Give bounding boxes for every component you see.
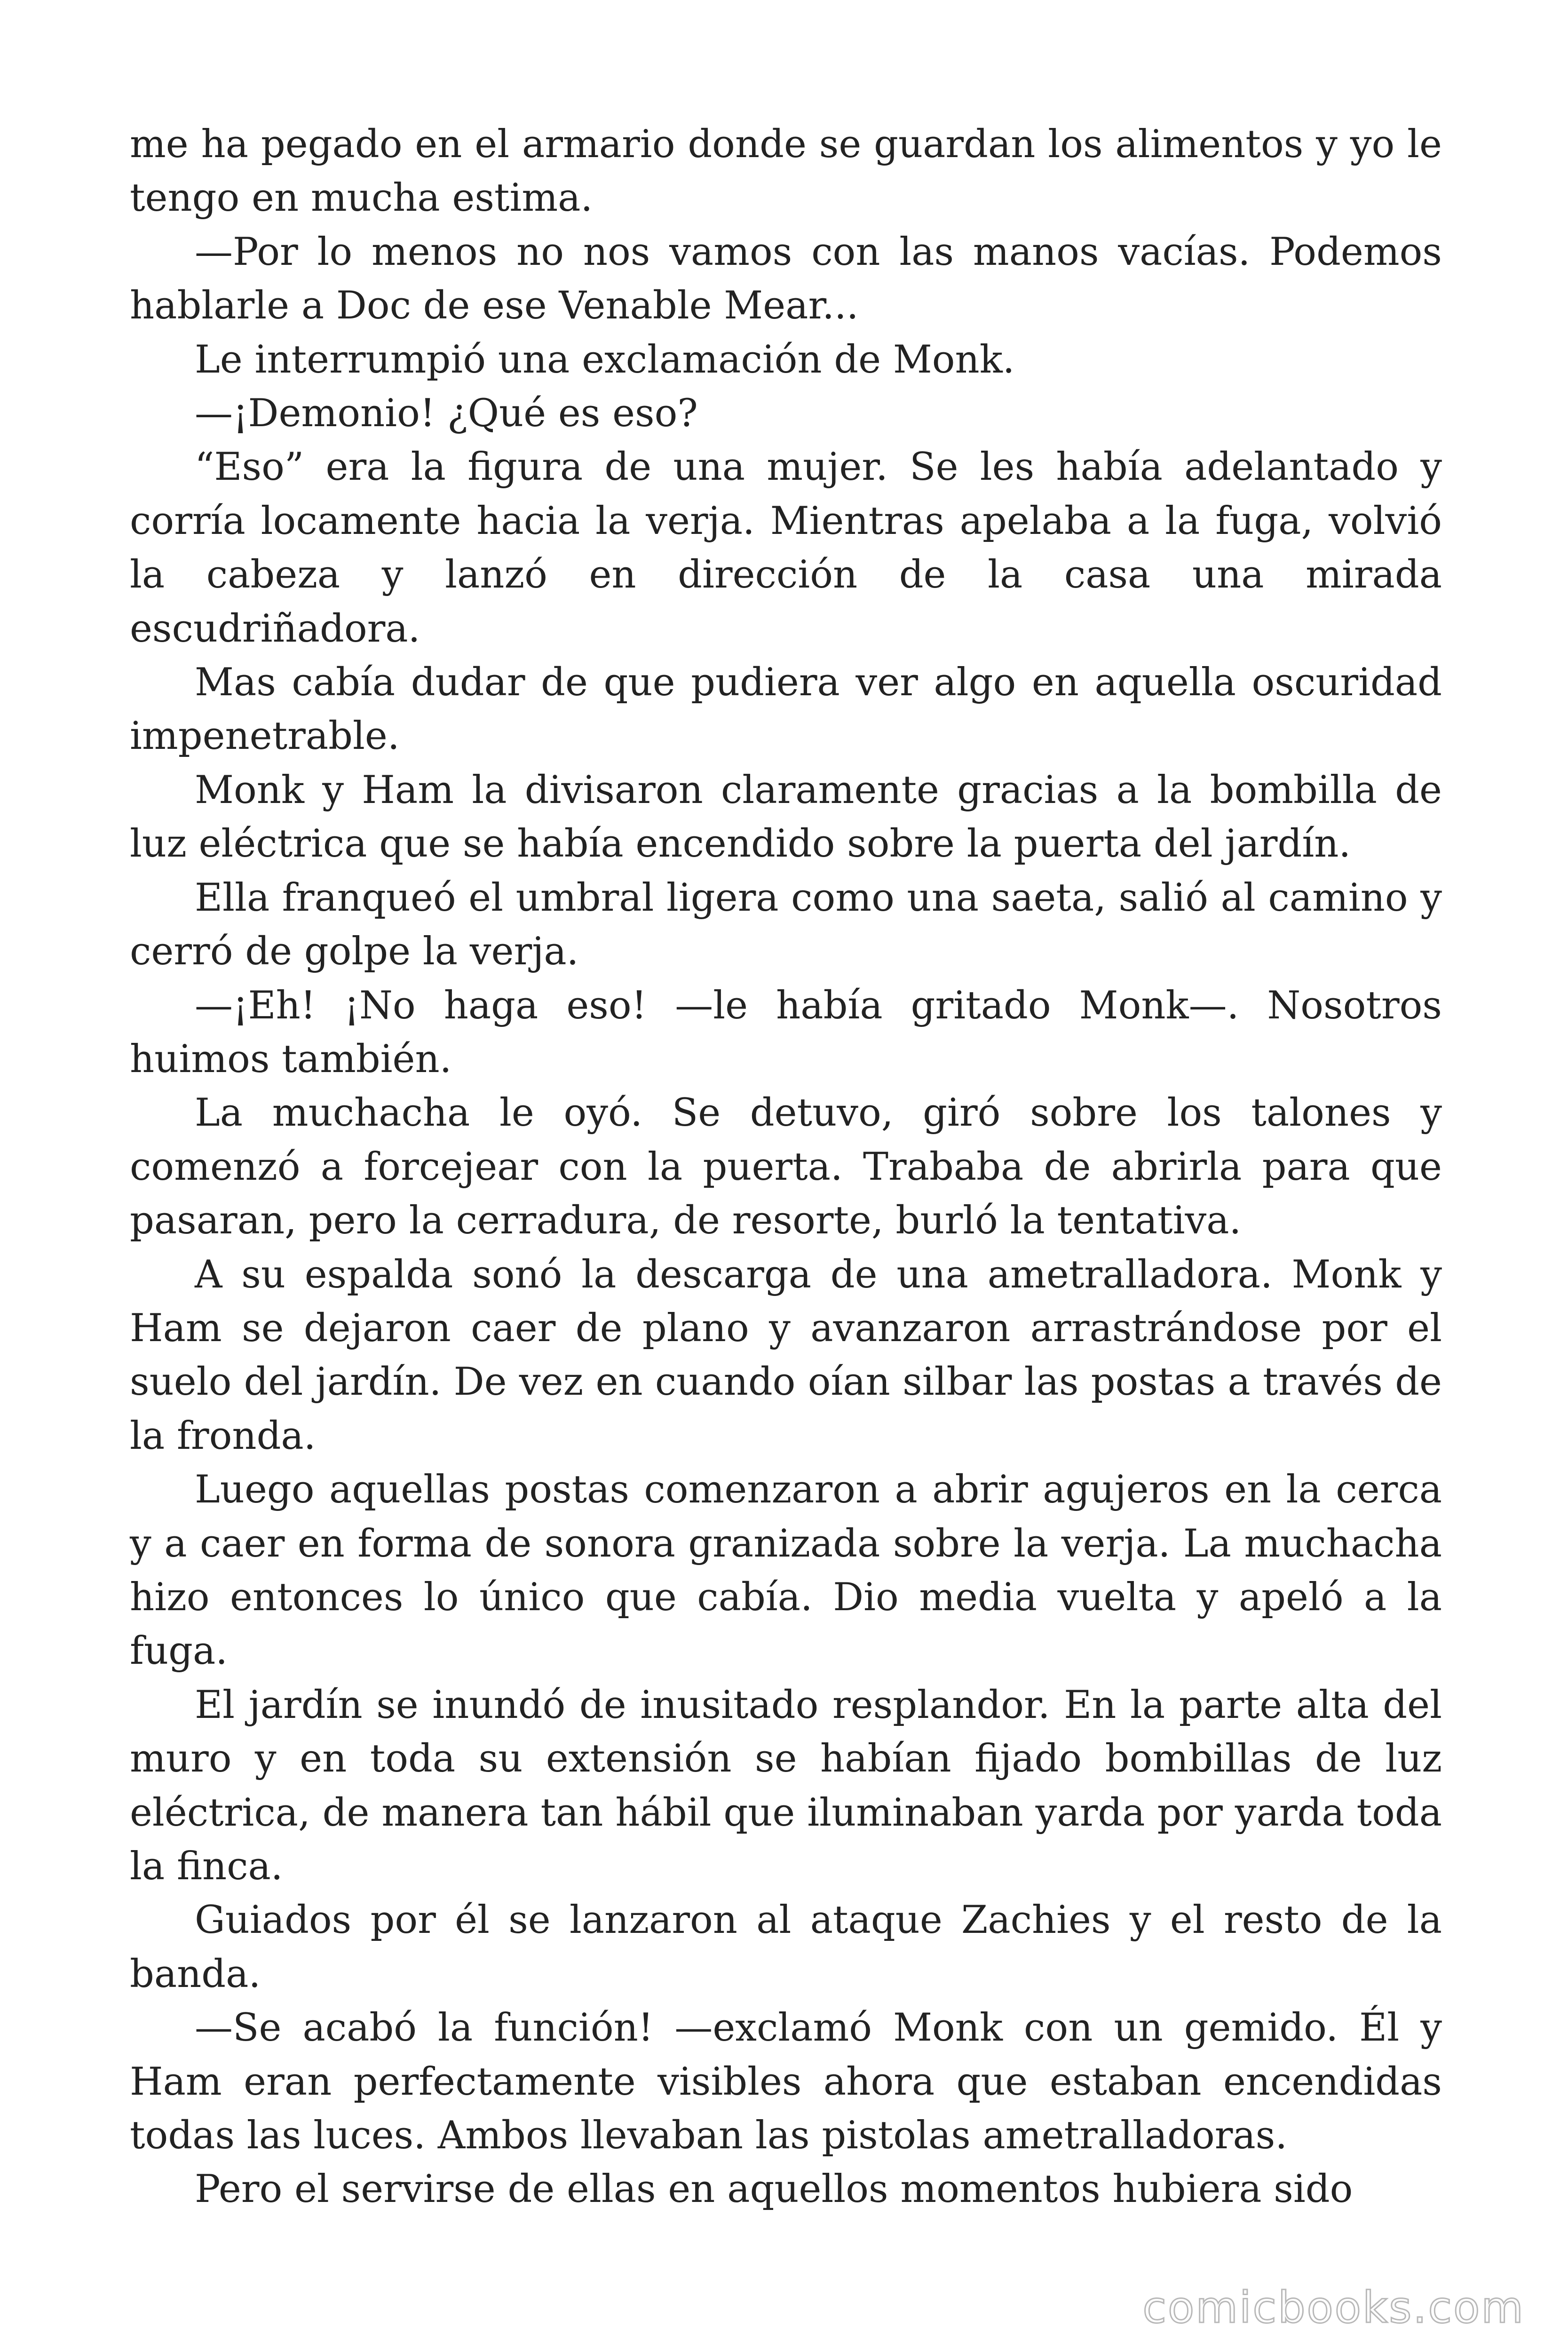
paragraph: Le interrumpió una exclamación de Monk. bbox=[195, 337, 1015, 382]
paragraph: —Se acabó la función! —exclamó Monk con un gemido. Él y Ham eran perfectamente visibles ahora que estaban encendidas todas las luces. Ambos llevaban las pistolas ametralladoras. bbox=[130, 2006, 1442, 2158]
paragraph-last: Pero el servirse de ellas en aquellos momentos hubiera sido bbox=[195, 2167, 1353, 2212]
paragraph: —¡Eh! ¡No haga eso! —le había gritado Monk—. Nosotros huimos también. bbox=[130, 983, 1442, 1081]
paragraph: El jardín se inundó de inusitado resplandor. En la parte alta del muro y en toda su extensión se habían fijado bombillas de luz eléctrica, de manera tan hábil que iluminaban yarda por yarda toda la finca. bbox=[130, 1683, 1442, 1889]
paragraph: —Por lo menos no nos vamos con las manos vacías. Podemos hablarle a Doc de ese Venable Mear... bbox=[130, 230, 1442, 328]
paragraph: A su espalda sonó la descarga de una ametralladora. Monk y Ham se dejaron caer de plano y avanzaron arrastrándose por el suelo del jardín. De vez en cuando oían silbar las postas a través de la fronda. bbox=[130, 1252, 1442, 1458]
paragraph: Luego aquellas postas comenzaron a abrir agujeros en la cerca y a caer en forma de sonora granizada sobre la verja. La muchacha hizo entonces lo único que cabía. Dio media vuelta y apeló a la fuga. bbox=[130, 1468, 1442, 1674]
paragraph: —¡Demonio! ¿Qué es eso? bbox=[195, 391, 698, 436]
paragraph: “Eso” era la figura de una mujer. Se les había adelantado y corría locamente hacia la verja. Mientras apelaba a la fuga, volvió la cabeza y lanzó en dirección de la casa una mirada escudriñadora. bbox=[130, 445, 1442, 651]
paragraph-continued: me ha pegado en el armario donde se guardan los alimentos y yo le tengo en mucha estima. bbox=[130, 122, 1442, 221]
paragraph: Guiados por él se lanzaron al ataque Zachies y el resto de la banda. bbox=[130, 1898, 1442, 1996]
page-text bbox=[130, 118, 1442, 2217]
paragraph: Ella franqueó el umbral ligera como una saeta, salió al camino y cerró de golpe la verja. bbox=[130, 875, 1442, 974]
paragraph: Monk y Ham la divisaron claramente gracias a la bombilla de luz eléctrica que se había encendido sobre la puerta del jardín. bbox=[130, 768, 1442, 866]
paragraph: La muchacha le oyó. Se detuvo, giró sobre los talones y comenzó a forcejear con la puerta. Trababa de abrirla para que pasaran, pero la cerradura, de resorte, burló la tentativa. bbox=[130, 1091, 1442, 1243]
watermark: comicbooks.com bbox=[1142, 2282, 1525, 2333]
paragraph: Mas cabía dudar de que pudiera ver algo en aquella oscuridad impenetrable. bbox=[130, 660, 1442, 759]
